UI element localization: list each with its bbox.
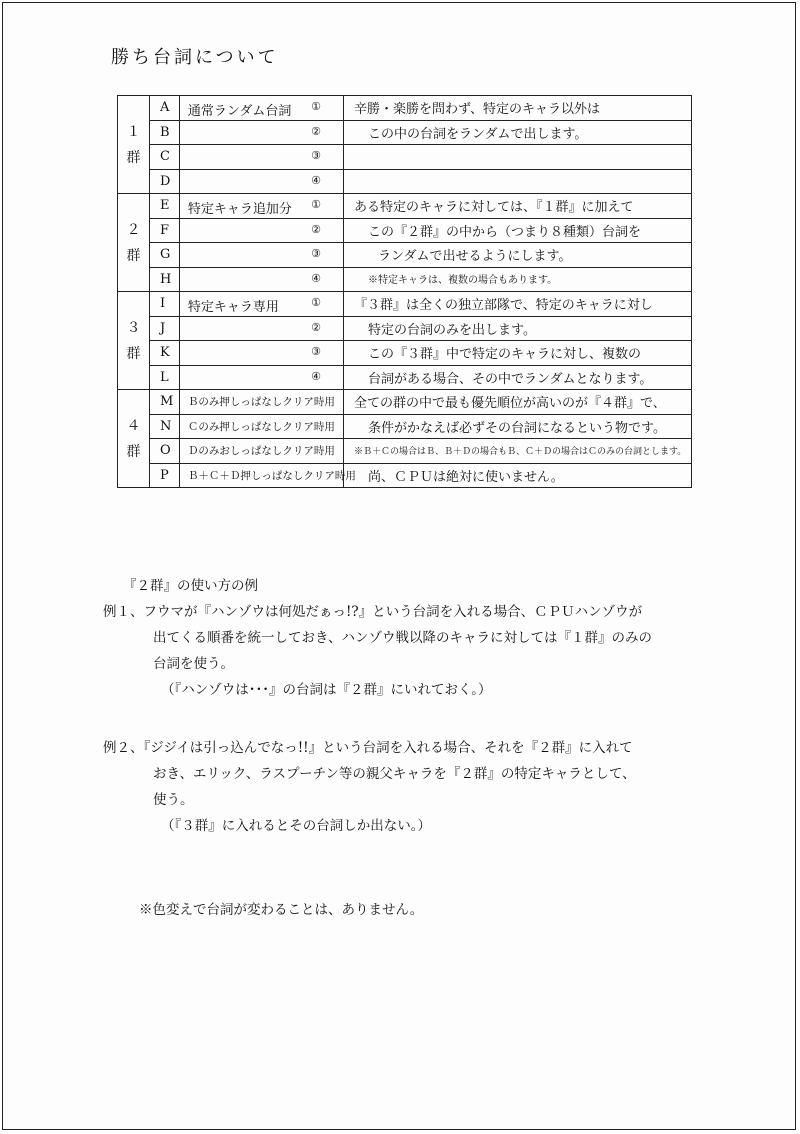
description-cell: [343, 414, 691, 439]
description-cell: [343, 96, 691, 121]
slot-number: ③: [311, 149, 321, 162]
example-2-note: （『３群』に入れるとその台詞しか出ない。）: [161, 818, 431, 834]
description-cell: [343, 145, 691, 170]
table-row: [118, 194, 692, 219]
condition-cell: [179, 243, 343, 268]
description-text: 条件がかなえば必ずその台詞になるという物です。: [367, 420, 666, 436]
example-2-line-2: おき、エリック、ラスプーチン等の親父キャラを『２群』の特定キャラとして、: [153, 766, 636, 782]
slot-number: ④: [311, 369, 321, 383]
description-text: ある特定のキャラに対しては、『１群』に加えて: [353, 200, 634, 216]
condition-label: Ｂ＋Ｃ＋Ｄ押しっぱなしクリア時用: [187, 469, 356, 482]
color-note: ※色変えで台詞が変わることは、ありません。: [139, 902, 424, 918]
row-letter: A: [149, 96, 179, 121]
description-text: 『３群』は全くの独立部隊で、特定のキャラに対し: [353, 298, 653, 314]
table-row: [118, 463, 692, 488]
slot-number: ②: [311, 124, 321, 138]
table-row: [118, 390, 692, 415]
table-row: [118, 96, 692, 121]
description-text: ランダムで出せるようにします。: [377, 249, 572, 265]
condition-cell: [179, 439, 343, 464]
description-cell: [343, 169, 691, 194]
examples-section: [103, 573, 652, 703]
description-text: 全ての群の中で最も優先順位が高いのが『４群』で、: [353, 396, 666, 412]
example-1-note: （『ハンゾウは･･･』の台詞は『２群』にいれておく。）: [161, 682, 492, 698]
description-cell: [343, 194, 691, 219]
table-row: [118, 243, 692, 268]
page-title: 勝ち台詞について: [111, 47, 279, 68]
row-letter: J: [149, 316, 179, 341]
condition-cell: [179, 316, 343, 341]
row-letter: B: [149, 120, 179, 145]
table-row: [118, 120, 692, 145]
row-letter: K: [149, 341, 179, 366]
description-text: 台詞がある場合、その中でランダムとなります。: [367, 371, 653, 387]
description-text: 特定の台詞のみを出します。: [367, 322, 536, 338]
group-label: ２ 群: [118, 194, 150, 292]
condition-cell: [179, 365, 343, 390]
condition-label: Ｃのみ押しっぱなしクリア時用: [187, 420, 335, 433]
slot-number: ①: [311, 296, 321, 309]
row-letter: H: [149, 267, 179, 292]
slot-number: ③: [311, 247, 321, 260]
description-cell: [343, 365, 691, 390]
description-cell: [343, 390, 691, 415]
group-label: １ 群: [118, 96, 150, 194]
table-row: [118, 439, 692, 464]
description-text: ※Ｂ＋Ｃの場合はＢ、Ｂ＋Ｄの場合もＢ、Ｃ＋Ｄの場合はＣのみの台詞とします。: [353, 447, 687, 458]
condition-cell: [179, 414, 343, 439]
condition-label: Ｄのみおしっぱなしクリア時用: [187, 445, 335, 457]
row-letter: L: [149, 365, 179, 390]
description-text: この『２群』の中から（つまり８種類）台詞を: [367, 224, 641, 240]
condition-cell: [179, 267, 343, 292]
description-text: この『３群』中で特定のキャラに対し、複数の: [367, 347, 641, 363]
condition-cell: [179, 96, 343, 121]
row-letter: E: [149, 194, 179, 219]
slot-number: ①: [311, 198, 321, 211]
row-letter: N: [149, 414, 179, 439]
slot-number: ②: [311, 222, 321, 236]
slot-number: ②: [311, 320, 321, 334]
row-letter: P: [149, 463, 179, 488]
condition-cell: [179, 145, 343, 170]
table-row: [118, 341, 692, 366]
condition-label: 特定キャラ専用: [187, 300, 279, 315]
description-cell: [343, 120, 691, 145]
examples-heading: 『２群』の使い方の例: [123, 578, 258, 594]
example-2-section: [103, 735, 636, 839]
table-row: [118, 169, 692, 194]
example-1-line-3: 台詞を使う。: [153, 656, 234, 672]
table-row: [118, 145, 692, 170]
win-quotes-table: [117, 95, 692, 488]
row-letter: I: [149, 292, 179, 317]
description-cell: [343, 439, 691, 464]
condition-label: 特定キャラ追加分: [187, 202, 292, 217]
table-row: [118, 267, 692, 292]
example-1-line-2: 出てくる順番を統一しておき、ハンゾウ戦以降のキャラに対しては『１群』のみの: [153, 630, 652, 646]
condition-label: Ｂのみ押しっぱなしクリア時用: [187, 396, 335, 408]
group-label: ３ 群: [118, 292, 150, 390]
slot-number: ④: [311, 271, 321, 285]
slot-number: ①: [311, 100, 321, 113]
description-text: ※特定キャラは、複数の場合もあります。: [367, 275, 558, 287]
row-letter: G: [149, 243, 179, 268]
example-2-line-3: 使う。: [153, 792, 194, 808]
condition-cell: [179, 463, 356, 488]
description-text: 尚、ＣＰＵは絶対に使いません。: [367, 469, 564, 485]
condition-cell: [179, 120, 343, 145]
description-text: 辛勝・楽勝を問わず、特定のキャラ以外は: [353, 102, 600, 118]
slot-number: ④: [311, 173, 321, 187]
table-row: [118, 414, 692, 439]
description-cell: [343, 316, 691, 341]
row-letter: C: [149, 145, 179, 170]
condition-cell: [179, 341, 343, 366]
description-cell: [343, 267, 691, 292]
description-cell: [343, 218, 691, 243]
condition-label: 通常ランダム台詞: [187, 104, 292, 119]
row-letter: F: [149, 218, 179, 243]
table-row: [118, 292, 692, 317]
table-row: [118, 316, 692, 341]
table-row: [118, 218, 692, 243]
slot-number: ③: [311, 345, 321, 358]
group-label: ４ 群: [118, 390, 150, 488]
condition-cell: [179, 169, 343, 194]
row-letter: O: [149, 439, 179, 464]
row-letter: M: [149, 390, 179, 415]
condition-cell: [179, 390, 343, 415]
row-letter: D: [149, 169, 179, 194]
example-2-line-1: 例２、『ジジイは引っ込んでなっ!!』という台詞を入れる場合、それを『２群』に入れて: [103, 740, 633, 756]
description-text: この中の台詞をランダムで出します。: [367, 126, 588, 142]
description-cell: [343, 463, 691, 488]
example-1-line-1: 例１、フウマが『ハンゾウは何処だぁっ!?』という台詞を入れる場合、ＣＰＵハンゾウが: [103, 604, 643, 620]
condition-cell: [179, 194, 343, 219]
description-cell: [343, 292, 691, 317]
condition-cell: [179, 292, 343, 317]
condition-cell: [179, 218, 343, 243]
description-cell: [343, 243, 691, 268]
description-cell: [343, 341, 691, 366]
table-row: [118, 365, 692, 390]
document-page: [2, 2, 796, 1130]
